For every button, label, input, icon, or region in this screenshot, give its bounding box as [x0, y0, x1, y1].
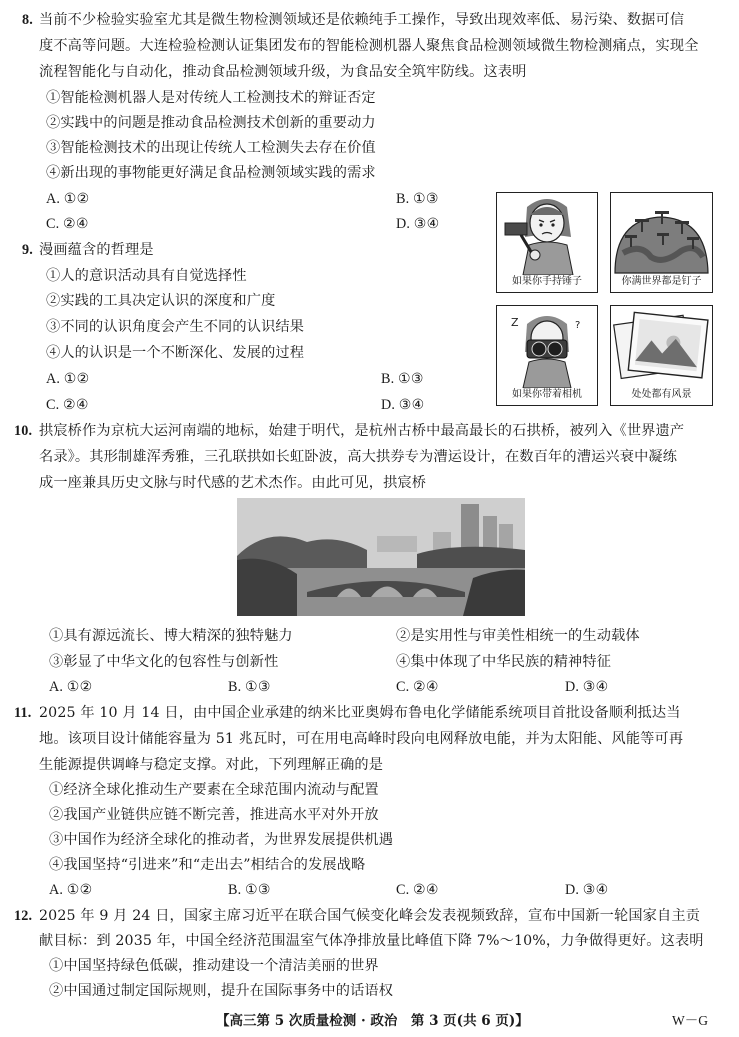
- girl-with-hammer-illustration: [497, 193, 597, 275]
- q11-option-c[interactable]: C. ②④: [396, 882, 439, 898]
- q11-stem-line: 生能源提供调峰与稳定支撑。对此，下列理解正确的是: [39, 757, 384, 773]
- q9-option-d[interactable]: D. ③④: [381, 397, 425, 413]
- globe-with-nails-illustration: [611, 193, 712, 275]
- q11-statement: ④我国坚持“引进来”和“走出去”相结合的发展战略: [49, 857, 366, 873]
- q11-stem-line: 2025 年 10 月 14 日，由中国企业承建的纳米比亚奥姆布鲁电化学储能系统项目首批设备顺利抵达当: [39, 705, 681, 721]
- q8-stem-line: 当前不少检验实验室尤其是微生物检测领域还是依赖纯手工操作，导致出现效率低、易污染、数据可信: [39, 12, 685, 28]
- q8-option-b[interactable]: B. ①③: [396, 191, 439, 207]
- q11-stem-line: 地。该项目设计储能容量为 51 兆瓦时，可在用电高峰时段向电网释放电能，并为太阳能、风能等可再: [39, 731, 684, 747]
- girl-with-camera-illustration: [497, 306, 597, 388]
- q8-number: 8.: [22, 12, 33, 28]
- q10-statement: ②是实用性与审美性相统一的生动载体: [396, 628, 640, 644]
- q10-statement: ①具有源远流长、博大精深的独特魅力: [49, 628, 293, 644]
- q10-option-c[interactable]: C. ②④: [396, 679, 439, 695]
- q8-statement: ②实践中的问题是推动食品检测技术创新的重要动力: [46, 115, 376, 131]
- paper-code: W－G: [672, 1013, 708, 1028]
- gongchen-bridge-photo: [237, 498, 525, 616]
- q10-number: 10.: [14, 423, 33, 439]
- q9-number: 9.: [22, 242, 33, 258]
- comic-panel-camera: [496, 305, 598, 406]
- q9-stem: 漫画蕴含的哲理是: [39, 242, 154, 258]
- q8-option-c[interactable]: C. ②④: [46, 216, 89, 232]
- q12-number: 12.: [14, 908, 33, 924]
- comic-caption: 你满世界都是钉子: [621, 276, 702, 287]
- q9-option-a[interactable]: A. ①②: [46, 371, 90, 387]
- q12-stem-line: 献目标：到 2035 年，中国全经济范围温室气体净排放量比峰值下降 7%～10%，力争做得更好。这表明: [39, 933, 704, 949]
- q11-option-a[interactable]: A. ①②: [49, 882, 93, 898]
- q11-number: 11.: [14, 705, 32, 721]
- page-footer: 【高三第 5 次质量检测 · 政治 第 3 页(共 6 页)】: [216, 1013, 529, 1029]
- q8-statement: ①智能检测机器人是对传统人工检测技术的辩证否定: [46, 90, 376, 106]
- q9-statement: ①人的意识活动具有自觉选择性: [46, 268, 247, 284]
- q10-option-a[interactable]: A. ①②: [49, 679, 93, 695]
- q11-statement: ①经济全球化推动生产要素在全球范围内流动与配置: [49, 782, 379, 798]
- q9-statement: ③不同的认识角度会产生不同的认识结果: [46, 319, 305, 335]
- q10-statement: ④集中体现了中华民族的精神特征: [396, 654, 612, 670]
- q8-stem-line: 度不高等问题。大连检验检测认证集团发布的智能检测机器人聚焦食品检测领域微生物检测痛点，实现全: [39, 38, 699, 54]
- q10-stem-line: 成一座兼具历史文脉与时代感的艺术杰作。由此可见，拱宸桥: [39, 475, 427, 491]
- comic-panel-scenery: [610, 305, 713, 406]
- q10-option-d[interactable]: D. ③④: [565, 679, 609, 695]
- comic-panel-nails: [610, 192, 713, 293]
- q10-stem-line: 名录》。其形制雄浑秀雅，三孔联拱如长虹卧波，高大拱券专为漕运设计，在数百年的漕运兴衰中凝练: [39, 449, 678, 465]
- q9-statement: ②实践的工具决定认识的深度和广度: [46, 293, 276, 309]
- q10-stem-line: 拱宸桥作为京杭大运河南端的地标，始建于明代，是杭州古桥中最高最长的石拱桥，被列入《世界遗产: [39, 423, 685, 439]
- photo-prints-illustration: [611, 306, 712, 388]
- comic-caption: 如果你带着相机: [512, 389, 582, 400]
- svg-text:Z: Z: [511, 316, 519, 329]
- q8-option-a[interactable]: A. ①②: [46, 191, 90, 207]
- q12-statement: ①中国坚持绿色低碳，推动建设一个清洁美丽的世界: [49, 958, 379, 974]
- q11-statement: ②我国产业链供应链不断完善，推进高水平对外开放: [49, 807, 379, 823]
- q9-option-b[interactable]: B. ①③: [381, 371, 424, 387]
- q11-option-d[interactable]: D. ③④: [565, 882, 609, 898]
- q8-stem-line: 流程智能化与自动化，推动食品检测领域升级，为食品安全筑牢防线。这表明: [39, 64, 527, 80]
- q12-statement: ②中国通过制定国际规则，提升在国际事务中的话语权: [49, 983, 394, 999]
- q9-statement: ④人的认识是一个不断深化、发展的过程: [46, 345, 305, 361]
- comic-caption: 处处都有风景: [631, 389, 692, 400]
- q10-option-b[interactable]: B. ①③: [228, 679, 271, 695]
- comic-panel-hammer: [496, 192, 598, 293]
- q8-statement: ③智能检测技术的出现让传统人工检测失去存在价值: [46, 140, 376, 156]
- q12-stem-line: 2025 年 9 月 24 日，国家主席习近平在联合国气候变化峰会发表视频致辞，宣布中国新一轮国家自主贡: [39, 908, 701, 924]
- svg-text:?: ?: [575, 320, 581, 331]
- q10-statement: ③彰显了中华文化的包容性与创新性: [49, 654, 279, 670]
- q8-option-d[interactable]: D. ③④: [396, 216, 440, 232]
- q8-statement: ④新出现的事物能更好满足食品检测领域实践的需求: [46, 165, 376, 181]
- q11-statement: ③中国作为经济全球化的推动者，为世界发展提供机遇: [49, 832, 394, 848]
- q9-option-c[interactable]: C. ②④: [46, 397, 89, 413]
- q11-option-b[interactable]: B. ①③: [228, 882, 271, 898]
- comic-caption: 如果你手持锤子: [512, 276, 582, 287]
- bridge-scene: [237, 498, 525, 616]
